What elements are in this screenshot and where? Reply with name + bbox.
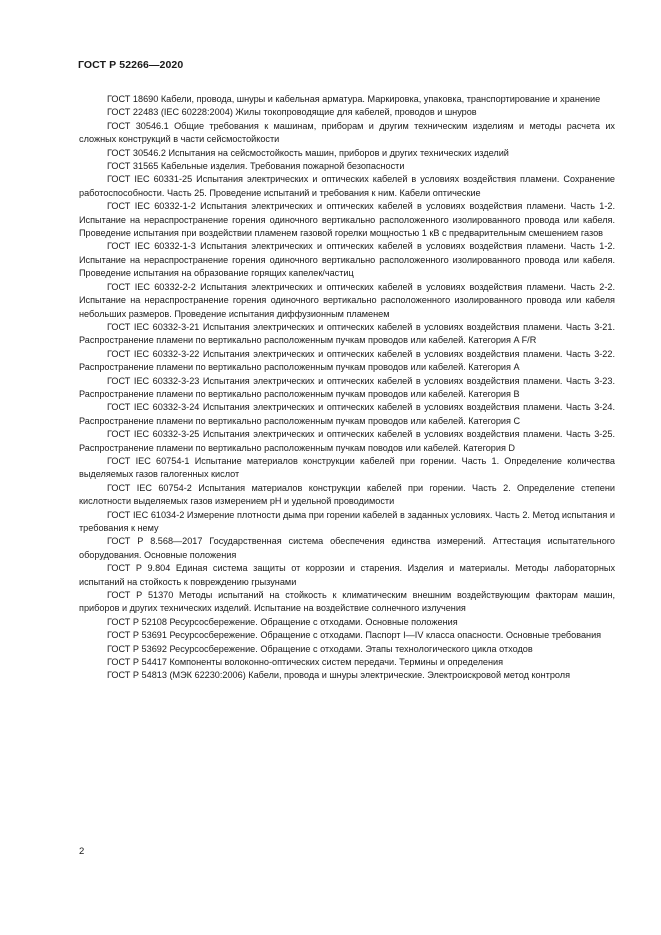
reference-item: ГОСТ 30546.2 Испытания на сейсмостойкость машин, приборов и других технических изделий [107,147,509,158]
reference-item: ГОСТ Р 54813 (МЭК 62230:2006) Кабели, провода и шнуры электрические. Электроискровой метод контроля [107,670,571,681]
reference-item: ГОСТ IEC 60332-3-23 Испытания электрических и оптических кабелей в условиях воздействия пламени. Часть 3-23. Распространение пламени по вертикально расположенным пучкам проводов или кабелей. Категория B [79,375,615,399]
normative-references-list [79,93,615,683]
reference-item: ГОСТ Р 53691 Ресурсосбережение. Обращение с отходами. Паспорт I—IV класса опасности. Основные требования [107,630,602,641]
reference-item: ГОСТ Р 9.804 Единая система защиты от коррозии и старения. Изделия и материалы. Методы лабораторных испытаний на стойкость к повреждению грызунами [79,563,615,587]
reference-item: ГОСТ 31565 Кабельные изделия. Требования пожарной безопасности [107,161,405,172]
reference-item: ГОСТ IEC 60332-3-25 Испытания электрических и оптических кабелей в условиях воздействия пламени. Часть 3-25. Распространение пламени по вертикально расположенным пучкам поводов или кабелей. Категория D [79,429,615,453]
reference-item: ГОСТ 30546.1 Общие требования к машинам, приборам и другим техническим изделиям и методы расчета их сложных конструкций в части сейсмостойкости [79,120,615,145]
reference-item: ГОСТ Р 52108 Ресурсосбережение. Обращение с отходами. Основные положения [107,616,458,627]
reference-item: ГОСТ Р 51370 Методы испытаний на стойкость к климатическим внешним воздействующим факторам машин, приборов и других технических изделий. Испытание на воздействие солнечного излучения [79,590,615,614]
reference-item: ГОСТ 22483 (IEC 60228:2004) Жилы токопроводящие для кабелей, проводов и шнуров [107,107,477,118]
reference-item: ГОСТ IEC 60754-1 Испытание материалов конструкции кабелей при горении. Часть 1. Определение количества выделяемых газов галогенных кислот [79,455,615,480]
reference-item: ГОСТ Р 53692 Ресурсосбережение. Обращение с отходами. Этапы технологического цикла отходов [107,643,533,654]
reference-item: ГОСТ IEC 60332-2-2 Испытания электрических и оптических кабелей в условиях воздействия пламени. Часть 2-2. Испытание на нераспространение горения одиночного вертикально расположенного изолированного провода или кабеля небольших размеров. Проведение испытания диффузионным пламенем [79,281,615,319]
page-number: 2 [79,846,85,857]
reference-item: ГОСТ IEC 60331-25 Испытания электрических и оптических кабелей в условиях воздействия пламени. Сохранение работоспособности. Часть 25. Проведение испытаний и требования к ним. Кабели оптические [79,174,615,198]
reference-item: ГОСТ IEC 60332-3-22 Испытания электрических и оптических кабелей в условиях воздействия пламени. Часть 3-22. Распространение пламени по вертикально расположенным пучкам проводов или кабелей. Категория A [79,348,615,373]
reference-item: ГОСТ IEC 60332-1-2 Испытания электрических и оптических кабелей в условиях воздействия пламени. Часть 1-2. Испытание на нераспространение горения одиночного вертикально расположенного изолированного провода или кабеля. Проведение испытания при воздействии пламенем газовой горелки мощностью 1 кВ с предварительным смешением газов [79,201,615,239]
reference-item: ГОСТ 18690 Кабели, провода, шнуры и кабельная арматура. Маркировка, упаковка, транспортирование и хранение [107,94,601,104]
standard-header: ГОСТ Р 52266—2020 [78,59,184,71]
reference-item: ГОСТ IEC 60332-3-24 Испытания электрических и оптических кабелей в условиях воздействия пламени. Часть 3-24. Распространение пламени по вертикально расположенным пучкам проводов или кабелей. Категория C [79,402,615,426]
reference-item: ГОСТ IEC 60332-3-21 Испытания электрических и оптических кабелей в условиях воздействия пламени. Часть 3-21. Распространение пламени по вертикально расположенным пучкам проводов или кабелей. Категория A F/R [79,321,615,346]
reference-item: ГОСТ IEC 61034-2 Измерение плотности дыма при горении кабелей в заданных условиях. Часть 2. Метод испытания и требования к нему [79,509,615,533]
reference-item: ГОСТ IEC 60332-1-3 Испытания электрических и оптических кабелей в условиях воздействия пламени. Часть 1-2. Испытание на нераспространение горения одиночного вертикально расположенного изолированного провода или кабеля. Проведение испытания на образование горящих капелек/частиц [79,241,615,279]
reference-item: ГОСТ Р 54417 Компоненты волоконно-оптических систем передачи. Термины и определения [107,657,504,668]
reference-item: ГОСТ IEC 60754-2 Испытания материалов конструкции кабелей при горении. Часть 2. Определение степени кислотности выделяемых газов измерением pH и удельной проводимости [79,482,615,507]
reference-item: ГОСТ Р 8.568—2017 Государственная система обеспечения единства измерений. Аттестация испытательного оборудования. Основные положения [79,536,615,560]
